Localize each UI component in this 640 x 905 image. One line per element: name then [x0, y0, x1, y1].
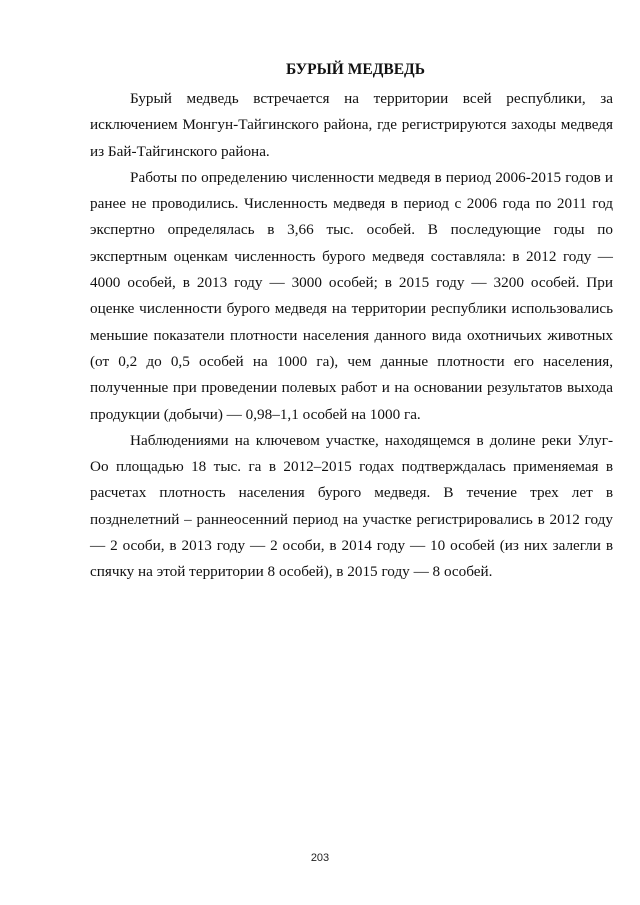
section-title: БУРЫЙ МЕДВЕДЬ: [286, 61, 425, 78]
paragraph-population: Работы по определению численности медведя в период 2006-2015 годов и ранее не проводились. Численность медведя в период с 2006 года по 2011 год экспертно определялась в 3,66 тыс. особей. В последующие годы по экспертным оценкам численность бурого медведя составляла: в 2012 году — 4000 особей, в 2013 году — 3000 особей; в 2015 году — 3200 особей. При оценке численности бурого медведя на территории республики использовались меньшие показатели плотности населения данного вида охотничьих животных (от 0,2 до 0,5 особей на 1000 га), чем данные плотности его населения, полученные при проведении полевых работ и на основании результатов выхода продукции (добычи) — 0,98–1,1 особей на 1000 га.: [90, 168, 613, 423]
page-number: 203: [310, 852, 330, 864]
document-page: [90, 60, 613, 586]
paragraph-distribution: Бурый медведь встречается на территории всей республики, за исключением Монгун-Тайгинского района, где регистрируются заходы медведя из Бай-Тайгинского района.: [90, 90, 613, 160]
paragraph-observations: Наблюдениями на ключевом участке, находящемся в долине реки Улуг-Оо площадью 18 тыс. га в 2012–2015 годах подтверждалась применяемая в расчетах плотность населения бурого медведя. В течение трех лет в позднелетний – раннеосенний период на участке регистрировались в 2012 году — 2 особи, в 2013 году — 2 особи, в 2014 году — 10 особей (из них залегли в спячку на этой территории 8 особей), в 2015 году — 8 особей.: [90, 431, 613, 581]
